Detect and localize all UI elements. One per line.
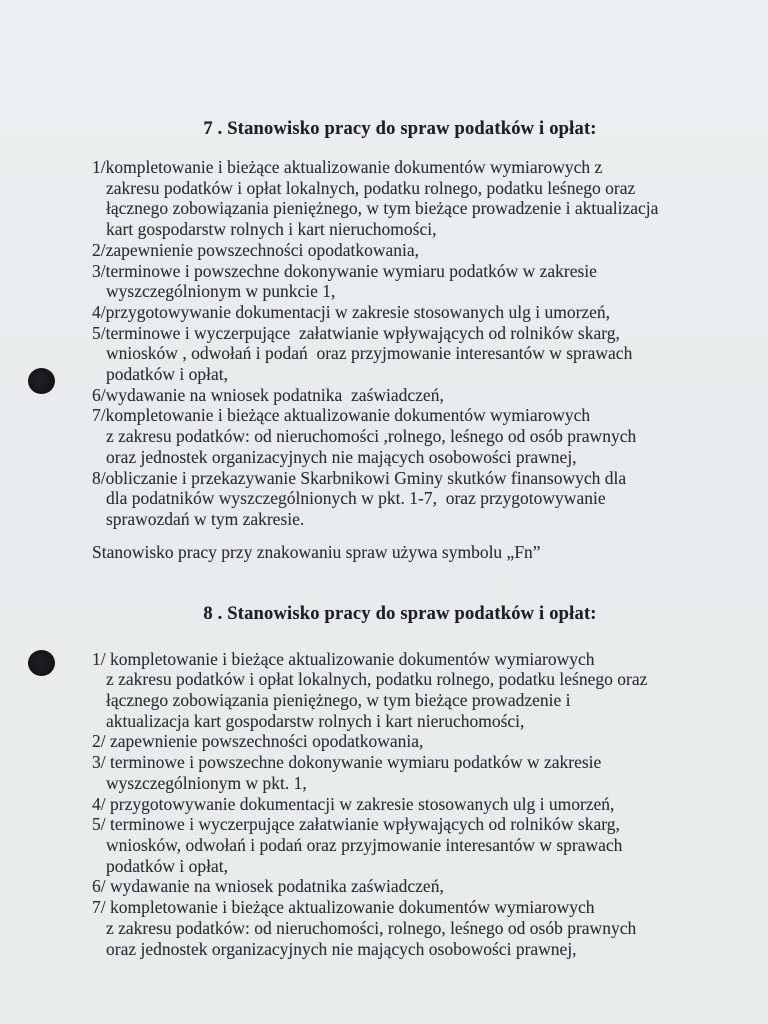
text-line: aktualizacja kart gospodarstw rolnych i kart nieruchomości,	[106, 710, 525, 731]
section-8-heading: 8 . Stanowisko pracy do spraw podatków i opłat:	[203, 603, 597, 624]
text-line: 7/ kompletowanie i bieżące aktualizowanie dokumentów wymiarowych	[92, 897, 595, 918]
text-line: dla podatników wyszczególnionych w pkt. 1-7, oraz przygotowywanie	[106, 488, 606, 509]
text-line: podatków i opłat,	[106, 364, 228, 385]
text-line: 6/wydawanie na wniosek podatnika zaświadczeń,	[92, 384, 444, 405]
text-line: z zakresu podatków: od nieruchomości ,rolnego, leśnego od osób prawnych	[106, 426, 637, 447]
text-line: 7/kompletowanie i bieżące aktualizowanie dokumentów wymiarowych	[92, 405, 591, 426]
text-line: 3/ terminowe i powszechne dokonywanie wymiaru podatków w zakresie	[92, 752, 602, 773]
text-line: 2/ zapewnienie powszechności opodatkowania,	[92, 731, 424, 752]
text-line: łącznego zobowiązania pieniężnego, w tym bieżące prowadzenie i aktualizacja	[106, 198, 659, 219]
hole-punch-mark-bottom	[28, 650, 55, 676]
file-symbol-note: Stanowisko pracy przy znakowaniu spraw używa symbolu „Fn”	[92, 541, 541, 562]
text-line: oraz jednostek organizacyjnych nie mających osobowości prawnej,	[106, 938, 577, 959]
document-content	[92, 118, 708, 959]
text-line: 5/terminowe i wyczerpujące załatwianie wpływających od rolników skarg,	[92, 322, 620, 343]
text-line: z zakresu podatków: od nieruchomości, rolnego, leśnego od osób prawnych	[106, 917, 637, 938]
text-line: zakresu podatków i opłat lokalnych, podatku rolnego, podatku leśnego oraz	[106, 177, 636, 198]
text-line: łącznego zobowiązania pieniężnego, w tym bieżące prowadzenie i	[106, 690, 571, 711]
text-line: wyszczególnionym w punkcie 1,	[106, 281, 336, 302]
text-line: 5/ terminowe i wyczerpujące załatwianie wpływających od rolników skarg,	[92, 814, 620, 835]
text-line: 1/kompletowanie i bieżące aktualizowanie dokumentów wymiarowych z	[92, 157, 603, 177]
text-line: 2/zapewnienie powszechności opodatkowania,	[92, 239, 420, 260]
text-line: podatków i opłat,	[106, 855, 228, 876]
text-line: kart gospodarstw rolnych i kart nieruchomości,	[106, 219, 437, 240]
section-8-list	[92, 649, 708, 960]
section-7-heading: 7 . Stanowisko pracy do spraw podatków i opłat:	[203, 119, 597, 139]
text-line: 4/przygotowywanie dokumentacji w zakresie stosowanych ulg i umorzeń,	[92, 301, 611, 322]
hole-punch-mark-top	[28, 368, 55, 394]
text-line: oraz jednostek organizacyjnych nie mających osobowości prawnej,	[106, 446, 577, 467]
text-line: 8/obliczanie i przekazywanie Skarbnikowi Gminy skutków finansowych dla	[92, 467, 627, 488]
text-line: z zakresu podatków i opłat lokalnych, podatku rolnego, podatku leśnego oraz	[106, 669, 648, 690]
text-line: sprawozdań w tym zakresie.	[106, 508, 305, 529]
text-line: 6/ wydawanie na wniosek podatnika zaświadczeń,	[92, 876, 444, 897]
text-line: wyszczególnionym w pkt. 1,	[106, 772, 307, 793]
text-line: 3/terminowe i powszechne dokonywanie wymiaru podatków w zakresie	[92, 260, 597, 281]
text-line: wniosków , odwołań i podań oraz przyjmowanie interesantów w sprawach	[106, 343, 633, 364]
section-7-list	[92, 157, 708, 530]
text-line: 1/ kompletowanie i bieżące aktualizowanie dokumentów wymiarowych	[92, 648, 595, 669]
text-line: 4/ przygotowywanie dokumentacji w zakresie stosowanych ulg i umorzeń,	[92, 793, 615, 814]
text-line: wniosków, odwołań i podań oraz przyjmowanie interesantów w sprawach	[106, 834, 623, 855]
